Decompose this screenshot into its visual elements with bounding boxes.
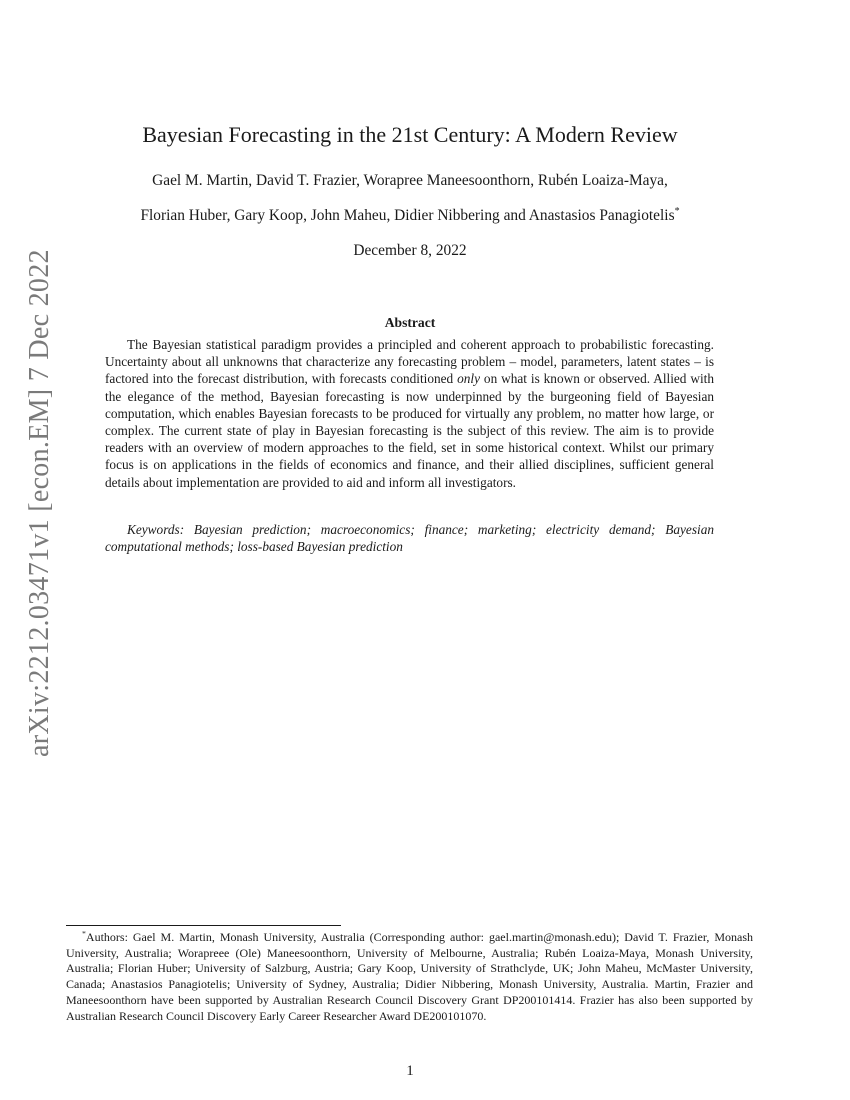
- abstract-heading: Abstract: [384, 315, 436, 330]
- authors-line-1: Gael M. Martin, David T. Frazier, Worapree Maneesoonthorn, Rubén Loaiza-Maya,: [152, 172, 668, 189]
- footnote-text: Authors: Gael M. Martin, Monash University, Australia (Corresponding author: gael.martin@monash.edu); David T. Frazier, Monash University, Australia; Worapreee (Ole) Maneesoonthorn, University of Melbourne, Australia; Rubén Loaiza-Maya, Monash University, Australia; Florian Huber; University of Salzburg, Austria; Gary Koop, University of Strathclyde, UK; John Maheu, McMaster University, Canada; Anastasios Panagiotelis; University of Sydney, Australia; Didier Nibbering, Monash University, Australia. Martin, Frazier and Maneesoonthorn have been supported by Australian Research Council Discovery Grant DP200101414. Frazier has also been supported by Australian Research Council Discovery Early Career Researcher Award DE200101070.: [66, 930, 753, 1023]
- abstract-emphasis: only: [457, 371, 481, 387]
- paper-date: December 8, 2022: [353, 242, 467, 259]
- footnote-rule: [66, 925, 341, 926]
- authors-line-2-text: Florian Huber, Gary Koop, John Maheu, Didier Nibbering and Anastasios Panagiotelis: [140, 207, 675, 224]
- footnote-mark: *: [82, 929, 86, 938]
- abstract-body: [105, 336, 714, 491]
- paper-title: Bayesian Forecasting in the 21st Century: A Modern Review: [142, 122, 678, 147]
- author-footnote-mark: *: [674, 205, 680, 217]
- authors-line-2: [60, 206, 760, 226]
- keywords: Keywords: Bayesian prediction; macroeconomics; finance; marketing; electricity demand; Bayesian computational methods; loss-based Bayesian prediction: [105, 522, 714, 555]
- arxiv-identifier: arXiv:2212.03471v1 [econ.EM] 7 Dec 2022: [24, 249, 55, 757]
- abstract-text-part-2: on what is known or observed. Allied with the elegance of the method, Bayesian forecasting is now underpinned by the burgeoning field of Bayesian computation, which enables Bayesian forecasts to be produced for virtually any problem, no matter how large, or complex. The current state of play in Bayesian forecasting is the subject of this review. The aim is to provide readers with an overview of modern approaches to the field, set in some historical context. Whilst our primary focus is on applications in the fields of economics and finance, and their allied disciplines, sufficient general details about implementation are provided to aid and inform all investigators.: [105, 371, 714, 490]
- page-number: 1: [406, 1063, 414, 1079]
- author-footnote: [66, 930, 753, 1024]
- abstract-text-part-1: The Bayesian statistical paradigm provides a principled and coherent approach to probabilistic forecasting. Uncertainty about all unknowns that characterize any forecasting problem – model, parameters, latent states – is factored into the forecast distribution, with forecasts conditioned: [105, 337, 714, 387]
